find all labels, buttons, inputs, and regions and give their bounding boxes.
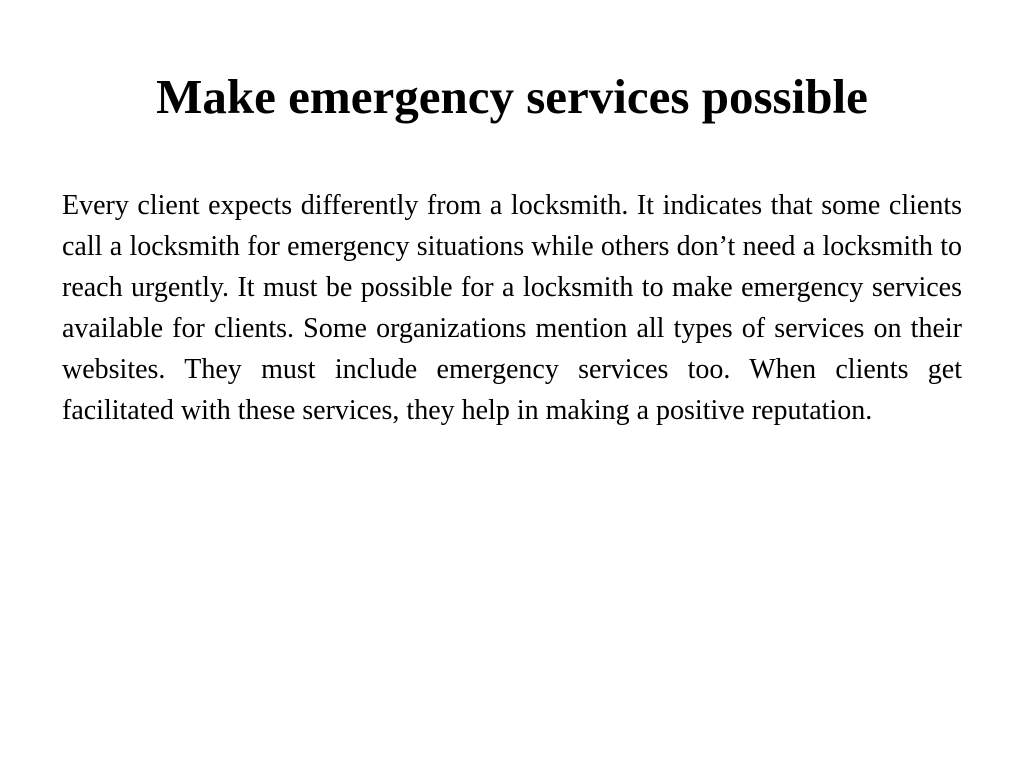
slide-body-text: Every client expects differently from a locksmith. It indicates that some clients call a locksmith for emergency situations while others don’t need a locksmith to reach urgently. It must be possible for a locksmith to make emergency services available for clients. Some organizations mention all types of services on their websites. They must include emergency services too. When clients get facilitated with these services, they help in making a positive reputation. <box>62 190 962 426</box>
slide-title: Make emergency services possible <box>156 69 868 124</box>
